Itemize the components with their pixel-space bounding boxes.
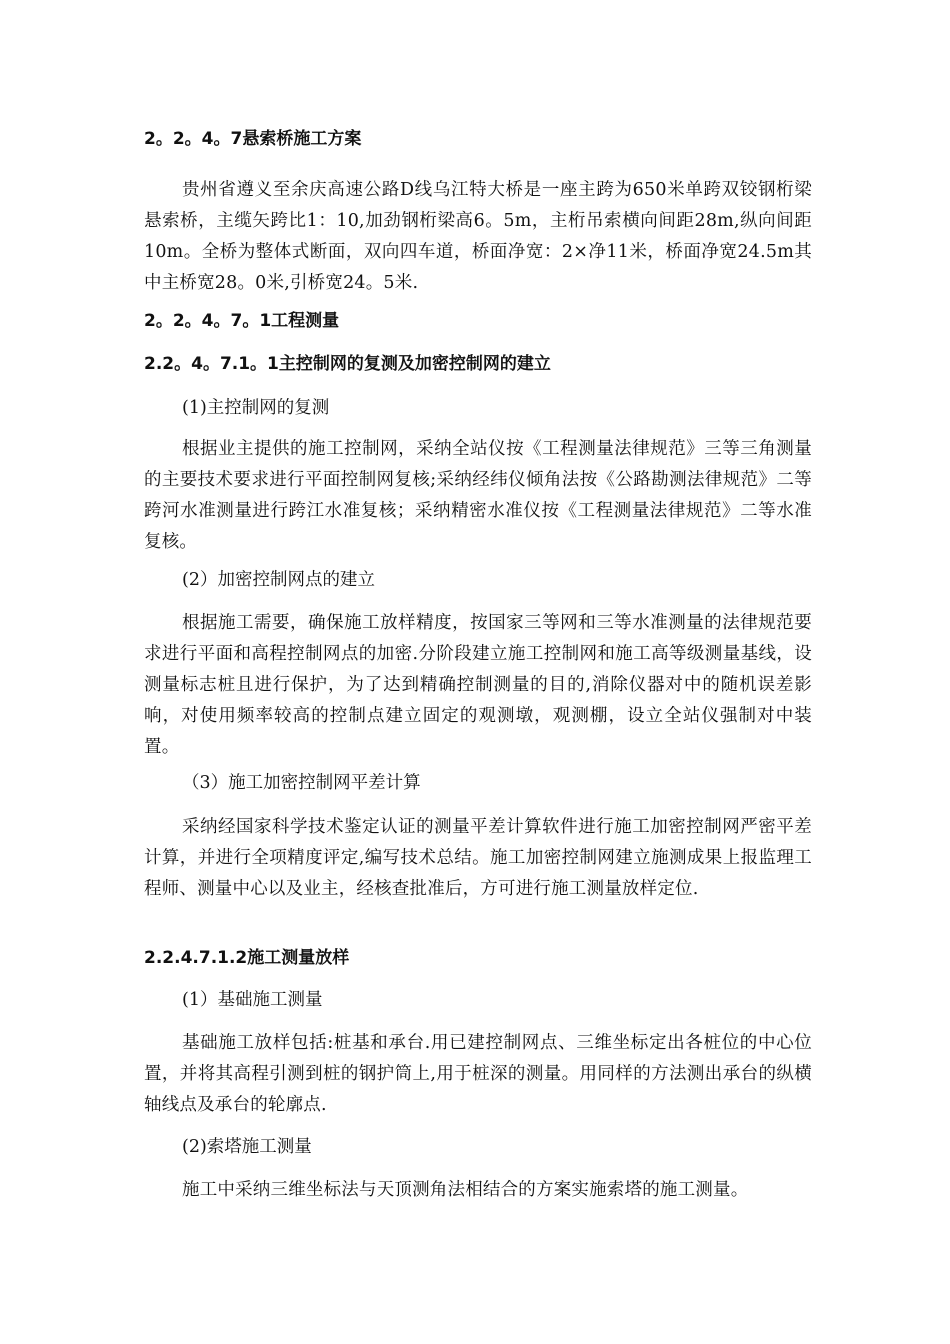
item-dense-network-text: 根据施工需要，确保施工放样精度，按国家三等网和三等水准测量的法律规范要求进行平面和高程控制网点的加密.分阶段建立施工控制网和施工高等级测量基线，设测量标志桩且进行保护，为了达到精确控制测量的目的,消除仪器对中的随机误差影响，对使用频率较高的控制点建立固定的观测墩，观测棚，设立全站仪强制对中装置。 [144,613,812,757]
item-main-network-recheck-title: (1)主控制网的复测 [182,398,330,418]
item-adjustment-title: （3）施工加密控制网平差计算 [182,773,421,793]
item-main-network-recheck-text: 根据业主提供的施工控制网，采纳全站仪按《工程测量法律规范》三等三角测量的主要技术要求进行平面控制网复核;采纳经纬仪倾角法按《公路勘测法律规范》二等跨河水准测量进行跨江水准复核；采纳精密水准仪按《工程测量法律规范》二等水准复核。 [144,439,812,552]
section-heading-224712: 2.2.4.7.1.2施工测量放样 [144,948,350,968]
item-tower-survey-text: 施工中采纳三维坐标法与天顶测角法相结合的方案实施索塔的施工测量。 [182,1180,749,1200]
item-foundation-survey-title: (1）基础施工测量 [182,990,323,1010]
item-adjustment-text: 采纳经国家科学技术鉴定认证的测量平差计算软件进行施工加密控制网严密平差计算，并进行全项精度评定,编写技术总结。施工加密控制网建立施测成果上报监理工程师、测量中心以及业主，经核查批准后，方可进行施工测量放样定位. [144,817,812,899]
section-heading-22471: 2。2。4。7。1工程测量 [144,311,340,331]
section-heading-224711: 2.2。4。7.1。1主控制网的复测及加密控制网的建立 [144,354,551,374]
item-dense-network-title: (2）加密控制网点的建立 [182,570,375,590]
bridge-overview-paragraph: 贵州省遵义至余庆高速公路D线乌江特大桥是一座主跨为650米单跨双铰钢桁梁悬索桥，主缆矢跨比1：10,加劲钢桁梁高6。5m，主桁吊索横向间距28m,纵向间距10m。全桥为整体式断面，双向四车道，桥面净宽：2×净11米，桥面净宽24.5m其中主桥宽28。0米,引桥宽24。5米. [144,180,812,293]
section-heading-2247: 2。2。4。7悬索桥施工方案 [144,129,362,149]
item-tower-survey-title: (2)索塔施工测量 [182,1137,312,1157]
item-foundation-survey-text: 基础施工放样包括:桩基和承台.用已建控制网点、三维坐标定出各桩位的中心位置，并将其高程引测到桩的钢护筒上,用于桩深的测量。用同样的方法测出承台的纵横轴线点及承台的轮廓点. [144,1033,812,1115]
